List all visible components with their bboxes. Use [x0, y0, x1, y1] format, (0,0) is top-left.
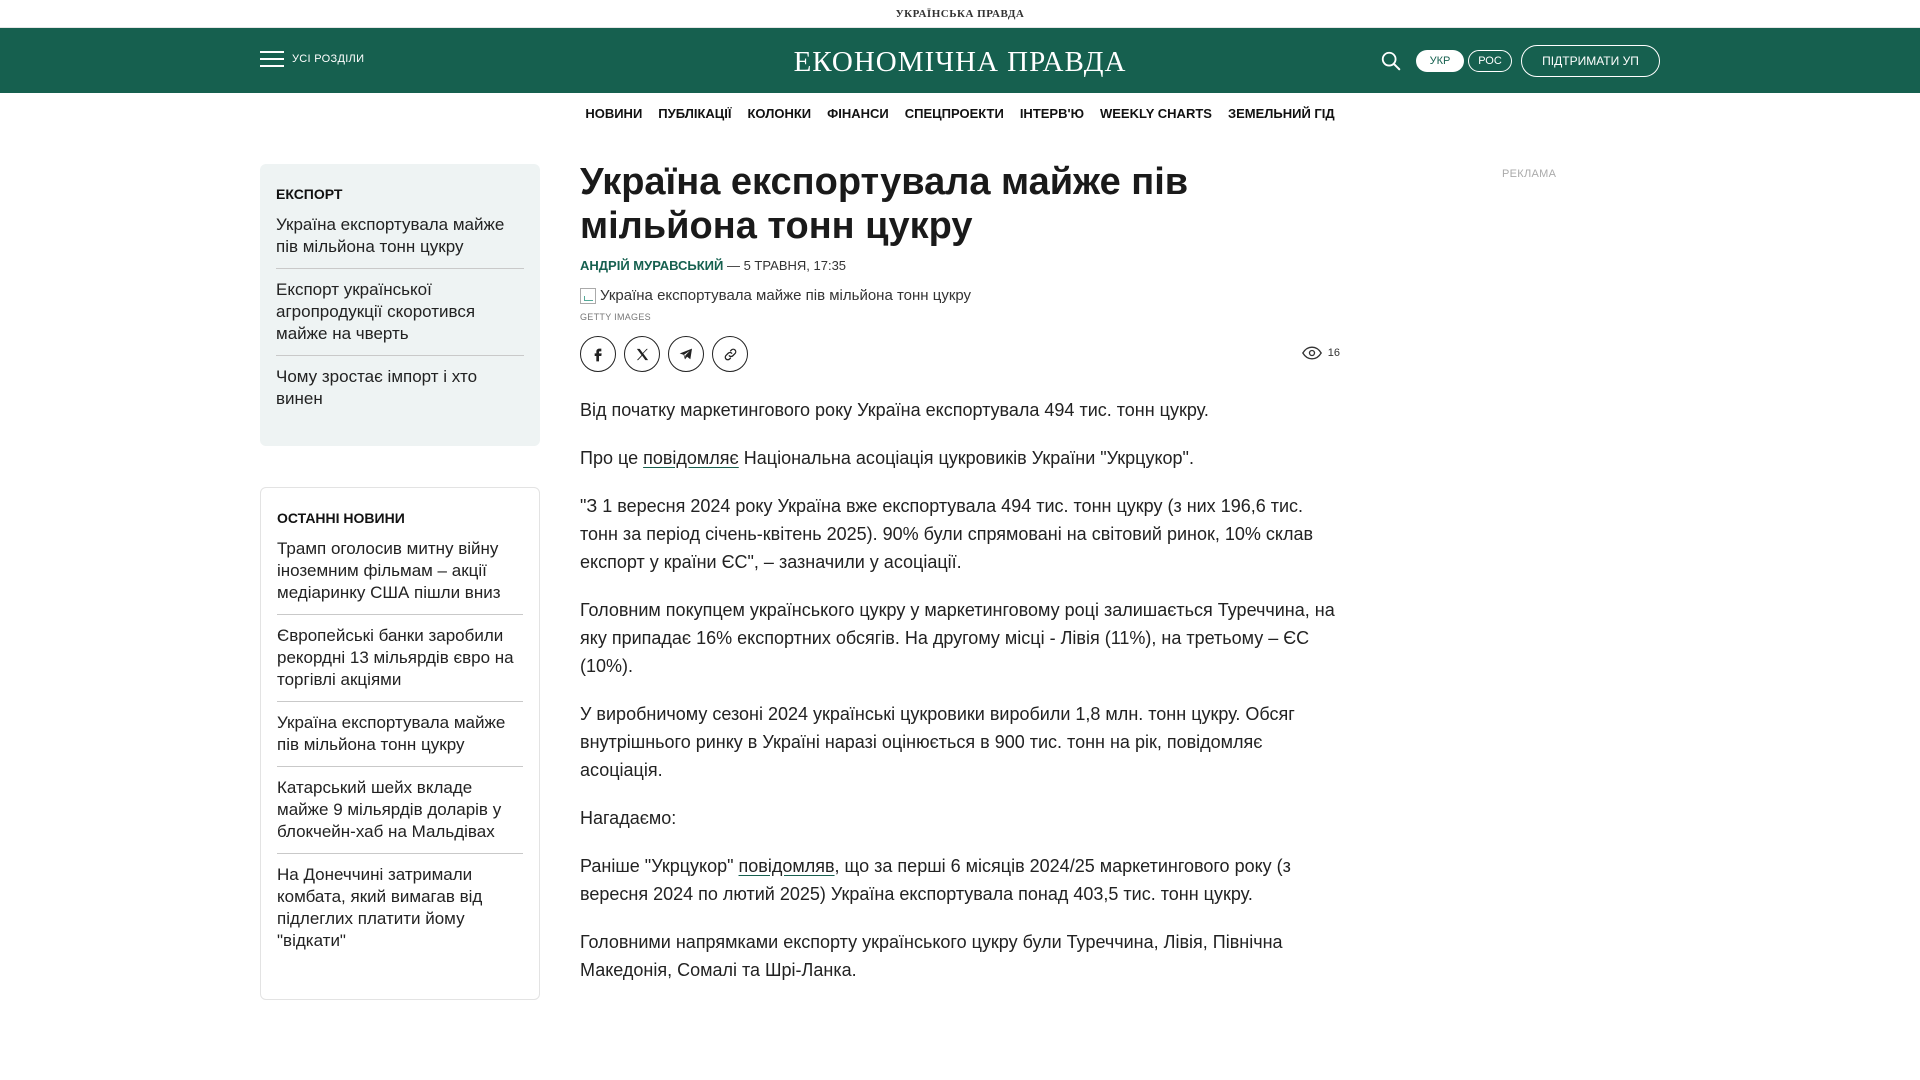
paragraph: "З 1 вересня 2024 року Україна вже експортувала 494 тис. тонн цукру (з них 196,6 тис. тонн за період січень-квітень 2025). 90% були спрямовані на світовий ринок, 10% склав експорт у країни ЄС", – зазначили у асоціації. — [580, 496, 1314, 572]
export-related-box — [260, 164, 540, 446]
author-link[interactable]: АНДРІЙ МУРАВСЬКИЙ — [580, 258, 724, 273]
all-sections-label: УСІ РОЗДІЛИ — [292, 53, 365, 65]
image-alt-text: Україна експортувала майже пів мільйона тонн цукру — [600, 287, 972, 304]
latest-news-title: ОСТАННІ НОВИНИ — [277, 510, 405, 526]
paragraph: Нагадаємо: — [580, 808, 677, 828]
latest-news-box — [260, 487, 540, 1000]
paragraph: Головним покупцем українського цукру у маркетинговому році залишається Туреччина, на яку припадає 16% експортних обсягів. На другому місці - Лівія (11%), на третьому – ЄС (10%). — [580, 600, 1335, 676]
article — [580, 160, 1340, 984]
copy-link-button[interactable] — [712, 336, 748, 372]
publish-date: — 5 ТРАВНЯ, 17:35 — [723, 258, 847, 273]
export-item[interactable]: Україна експортувала майже пів мільйона тонн цукру — [276, 214, 524, 269]
image-credit: GETTY IMAGES — [580, 312, 651, 322]
latest-news-item[interactable]: На Донеччині затримали комбата, який вимагав від підлеглих платити йому "відкати" — [277, 865, 483, 950]
support-button[interactable]: ПІДТРИМАТИ УП — [1521, 45, 1660, 77]
nav-finance[interactable]: ФІНАНСИ — [827, 105, 889, 121]
x-share-button[interactable] — [624, 336, 660, 372]
up-site-link[interactable]: УКРАЇНСЬКА ПРАВДА — [895, 7, 1025, 20]
paragraph: Від початку маркетингового року Україна експортувала 494 тис. тонн цукру. — [580, 400, 1209, 420]
link-icon — [723, 347, 738, 362]
article-title: Україна експортувала майже пів мільйона тонн цукру — [580, 161, 1189, 247]
lang-ukr-button[interactable]: УКР — [1416, 50, 1464, 72]
top-strip — [0, 0, 1920, 28]
nav-news[interactable]: НОВИНИ — [585, 105, 643, 121]
byline — [580, 258, 1340, 273]
view-count-value: 16 — [1327, 347, 1340, 359]
facebook-share-button[interactable] — [580, 336, 616, 372]
latest-news-item[interactable]: Україна експортувала майже пів мільйона тонн цукру — [277, 702, 523, 767]
all-sections-button[interactable] — [260, 51, 364, 67]
latest-news-item[interactable]: Трамп оголосив митну війну іноземним фільмам – акції медіаринку США пішли вниз — [277, 538, 523, 615]
export-box-title[interactable]: ЕКСПОРТ — [276, 186, 343, 202]
latest-news-item[interactable]: Катарський шейх вкладе майже 9 мільярдів доларів у блокчейн-хаб на Мальдівах — [277, 767, 523, 854]
telegram-icon — [678, 346, 694, 362]
export-item[interactable]: Чому зростає імпорт і хто винен — [276, 367, 478, 408]
nav-weekly-charts[interactable]: WEEKLY CHARTS — [1099, 105, 1212, 121]
source-link[interactable]: повідомляє — [643, 448, 739, 468]
article-image — [580, 287, 1340, 304]
paragraph: Головними напрямками експорту українського цукру були Туреччина, Лівія, Північна Македонія, Сомалі та Шрі-Ланка. — [580, 932, 1283, 980]
eye-icon — [1302, 346, 1322, 360]
nav-special-projects[interactable]: СПЕЦПРОЕКТИ — [904, 105, 1004, 121]
site-logo[interactable]: ЕКОНОМІЧНА ПРАВДА — [793, 46, 1127, 78]
earlier-report-link[interactable]: повідомляв — [738, 856, 835, 876]
nav-publications[interactable]: ПУБЛІКАЦІЇ — [658, 105, 732, 121]
ad-label: РЕКЛАМА — [1502, 168, 1557, 180]
nav-interview[interactable]: ІНТЕРВ'Ю — [1019, 105, 1084, 121]
latest-news-item[interactable]: Європейські банки заробили рекордні 13 мільярдів євро на торгівлі акціями — [277, 615, 523, 702]
nav-columns[interactable]: КОЛОНКИ — [747, 105, 812, 121]
export-item[interactable]: Експорт української агропродукції скоротився майже на чверть — [276, 269, 524, 356]
facebook-icon — [590, 346, 606, 362]
paragraph: У виробничому сезоні 2024 українські цукровики виробили 1,8 млн. тонн цукру. Обсяг внутрішнього ринку в Україні наразі оцінюється в 900 тис. тонн на рік, повідомляє асоціація. — [580, 704, 1295, 780]
lang-ros-button[interactable]: РОС — [1468, 50, 1512, 72]
telegram-share-button[interactable] — [668, 336, 704, 372]
site-header — [0, 28, 1920, 93]
main-nav — [0, 93, 1920, 133]
broken-image-icon — [580, 288, 596, 304]
paragraph: Раніше "Укрцукор" повідомляв, що за перші 6 місяців 2024/25 маркетингового року (з вересня 2024 по лютий 2025) Україна експортувала понад 403,5 тис. тонн цукру. — [580, 856, 1291, 904]
share-bar — [580, 336, 1340, 372]
article-body — [580, 396, 1340, 984]
x-icon — [635, 347, 650, 362]
paragraph: Про це повідомляє Національна асоціація цукровиків України "Укрцукор". — [580, 448, 1194, 468]
nav-land-guide[interactable]: ЗЕМЕЛЬНИЙ ГІД — [1227, 105, 1335, 121]
search-icon[interactable] — [1380, 50, 1402, 72]
view-count — [1302, 346, 1340, 360]
hamburger-icon — [260, 51, 284, 67]
